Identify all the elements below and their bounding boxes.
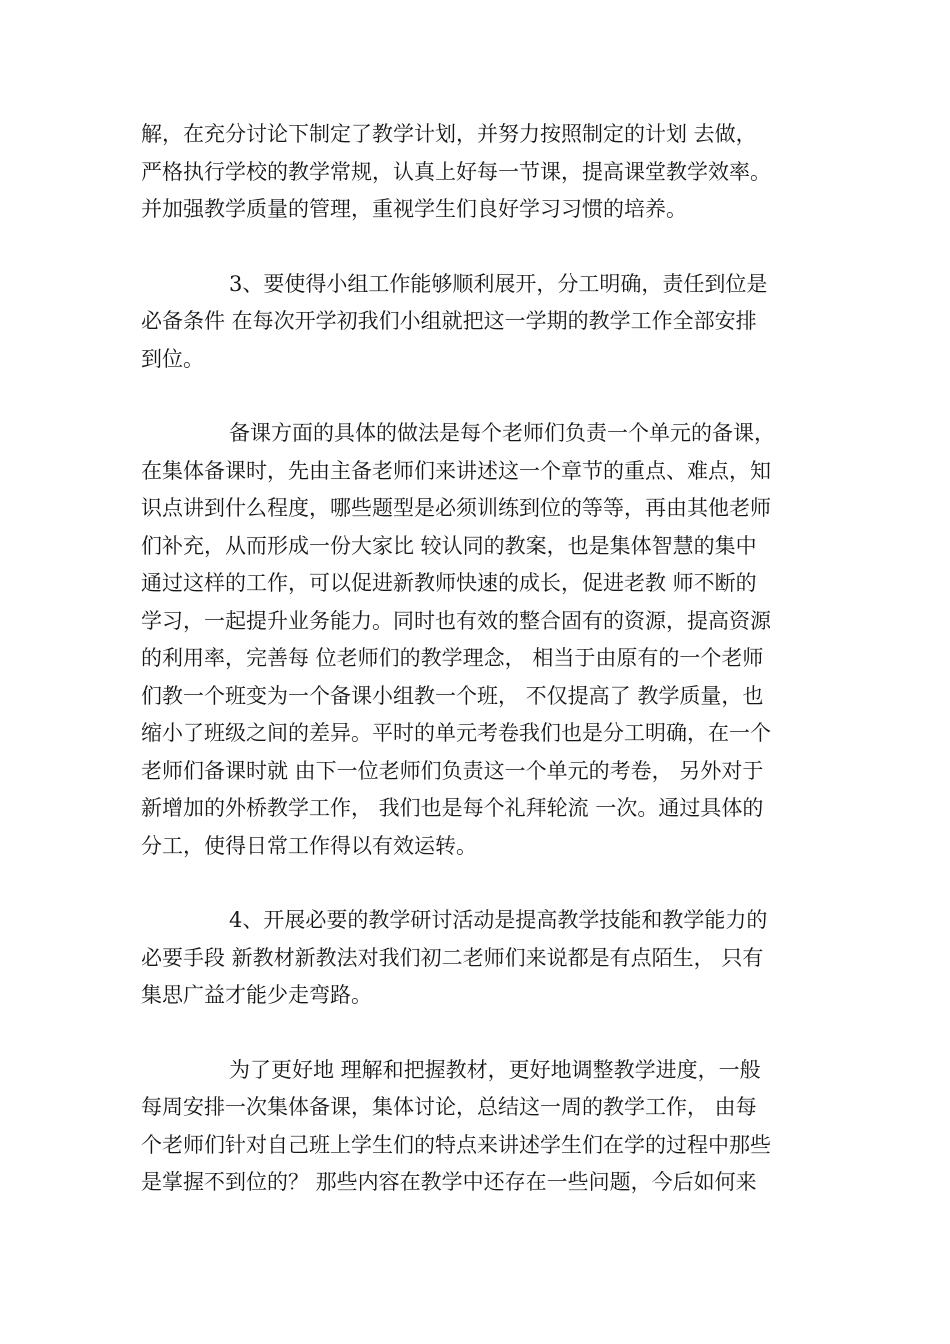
text-line: 学习，一起提升业务能力。同时也有效的整合固有的资源，提高资源 xyxy=(141,608,771,633)
text-line: 分工，使得日常工作得以有效运转。 xyxy=(141,833,477,858)
text-line: 缩小了班级之间的差异。平时的单元考卷我们也是分工明确，在一个 xyxy=(141,721,771,745)
text-line: 解，在充分讨论下制定了教学计划，并努力按照制定的计划 去做， xyxy=(141,122,757,146)
text-line: 的利用率，完善每 位老师们的教学理念， 相当于由原有的一个老师 xyxy=(141,646,764,670)
text-line: 是掌握不到位的？ 那些内容在教学中还存在一些问题，今后如何来 xyxy=(141,1170,757,1194)
paragraph-3 xyxy=(141,415,813,865)
text-line: 4、开展必要的教学研讨活动是提高教学技能和教学能力的 xyxy=(229,908,768,932)
text-line: 3、要使得小组工作能够顺利展开，分工明确，责任到位是 xyxy=(229,271,768,296)
text-line: 在集体备课时，先由主备老师们来讲述这一个章节的重点、难点，知 xyxy=(141,458,771,483)
text-line: 每周安排一次集体备课，集体讨论，总结这一周的教学工作， 由每 xyxy=(141,1095,757,1119)
text-line: 备课方面的具体的做法是每个老师们负责一个单元的备课， xyxy=(229,421,775,445)
text-line: 到位。 xyxy=(141,346,204,371)
paragraph-1 xyxy=(141,116,813,229)
paragraph-4 xyxy=(141,902,813,1015)
text-line: 们补充，从而形成一份大家比 较认同的教案，也是集体智慧的集中 xyxy=(141,533,757,558)
text-line: 识点讲到什么程度，哪些题型是必须训练到位的等等，再由其他老师 xyxy=(141,496,771,520)
text-line: 个老师们针对自己班上学生们的特点来讲述学生们在学的过程中那些 xyxy=(141,1132,771,1157)
text-line: 并加强教学质量的管理，重视学生们良好学习习惯的培养。 xyxy=(141,197,687,221)
text-line: 通过这样的工作，可以促进新教师快速的成长，促进老教 师不断的 xyxy=(141,571,757,595)
document-body xyxy=(141,116,813,1239)
paragraph-2 xyxy=(141,266,813,379)
text-line: 严格执行学校的教学常规，认真上好每一节课，提高课堂教学效率。 xyxy=(141,159,771,184)
paragraph-5 xyxy=(141,1052,813,1202)
text-line: 们教一个班变为一个备课小组教一个班， 不仅提高了 教学质量，也 xyxy=(141,683,764,708)
text-line: 为了更好地 理解和把握教材，更好地调整教学进度，一般 xyxy=(229,1057,761,1082)
text-line: 必备条件 在每次开学初我们小组就把这一学期的教学工作全部安排 xyxy=(141,309,757,333)
text-line: 集思广益才能少走弯路。 xyxy=(141,983,372,1007)
text-line: 新增加的外桥教学工作， 我们也是每个礼拜轮流 一次。通过具体的 xyxy=(141,796,764,820)
text-line: 必要手段 新教材新教法对我们初二老师们来说都是有点陌生， 只有 xyxy=(141,945,764,970)
text-line: 老师们备课时就 由下一位老师们负责这一个单元的考卷， 另外对于 xyxy=(141,758,764,783)
